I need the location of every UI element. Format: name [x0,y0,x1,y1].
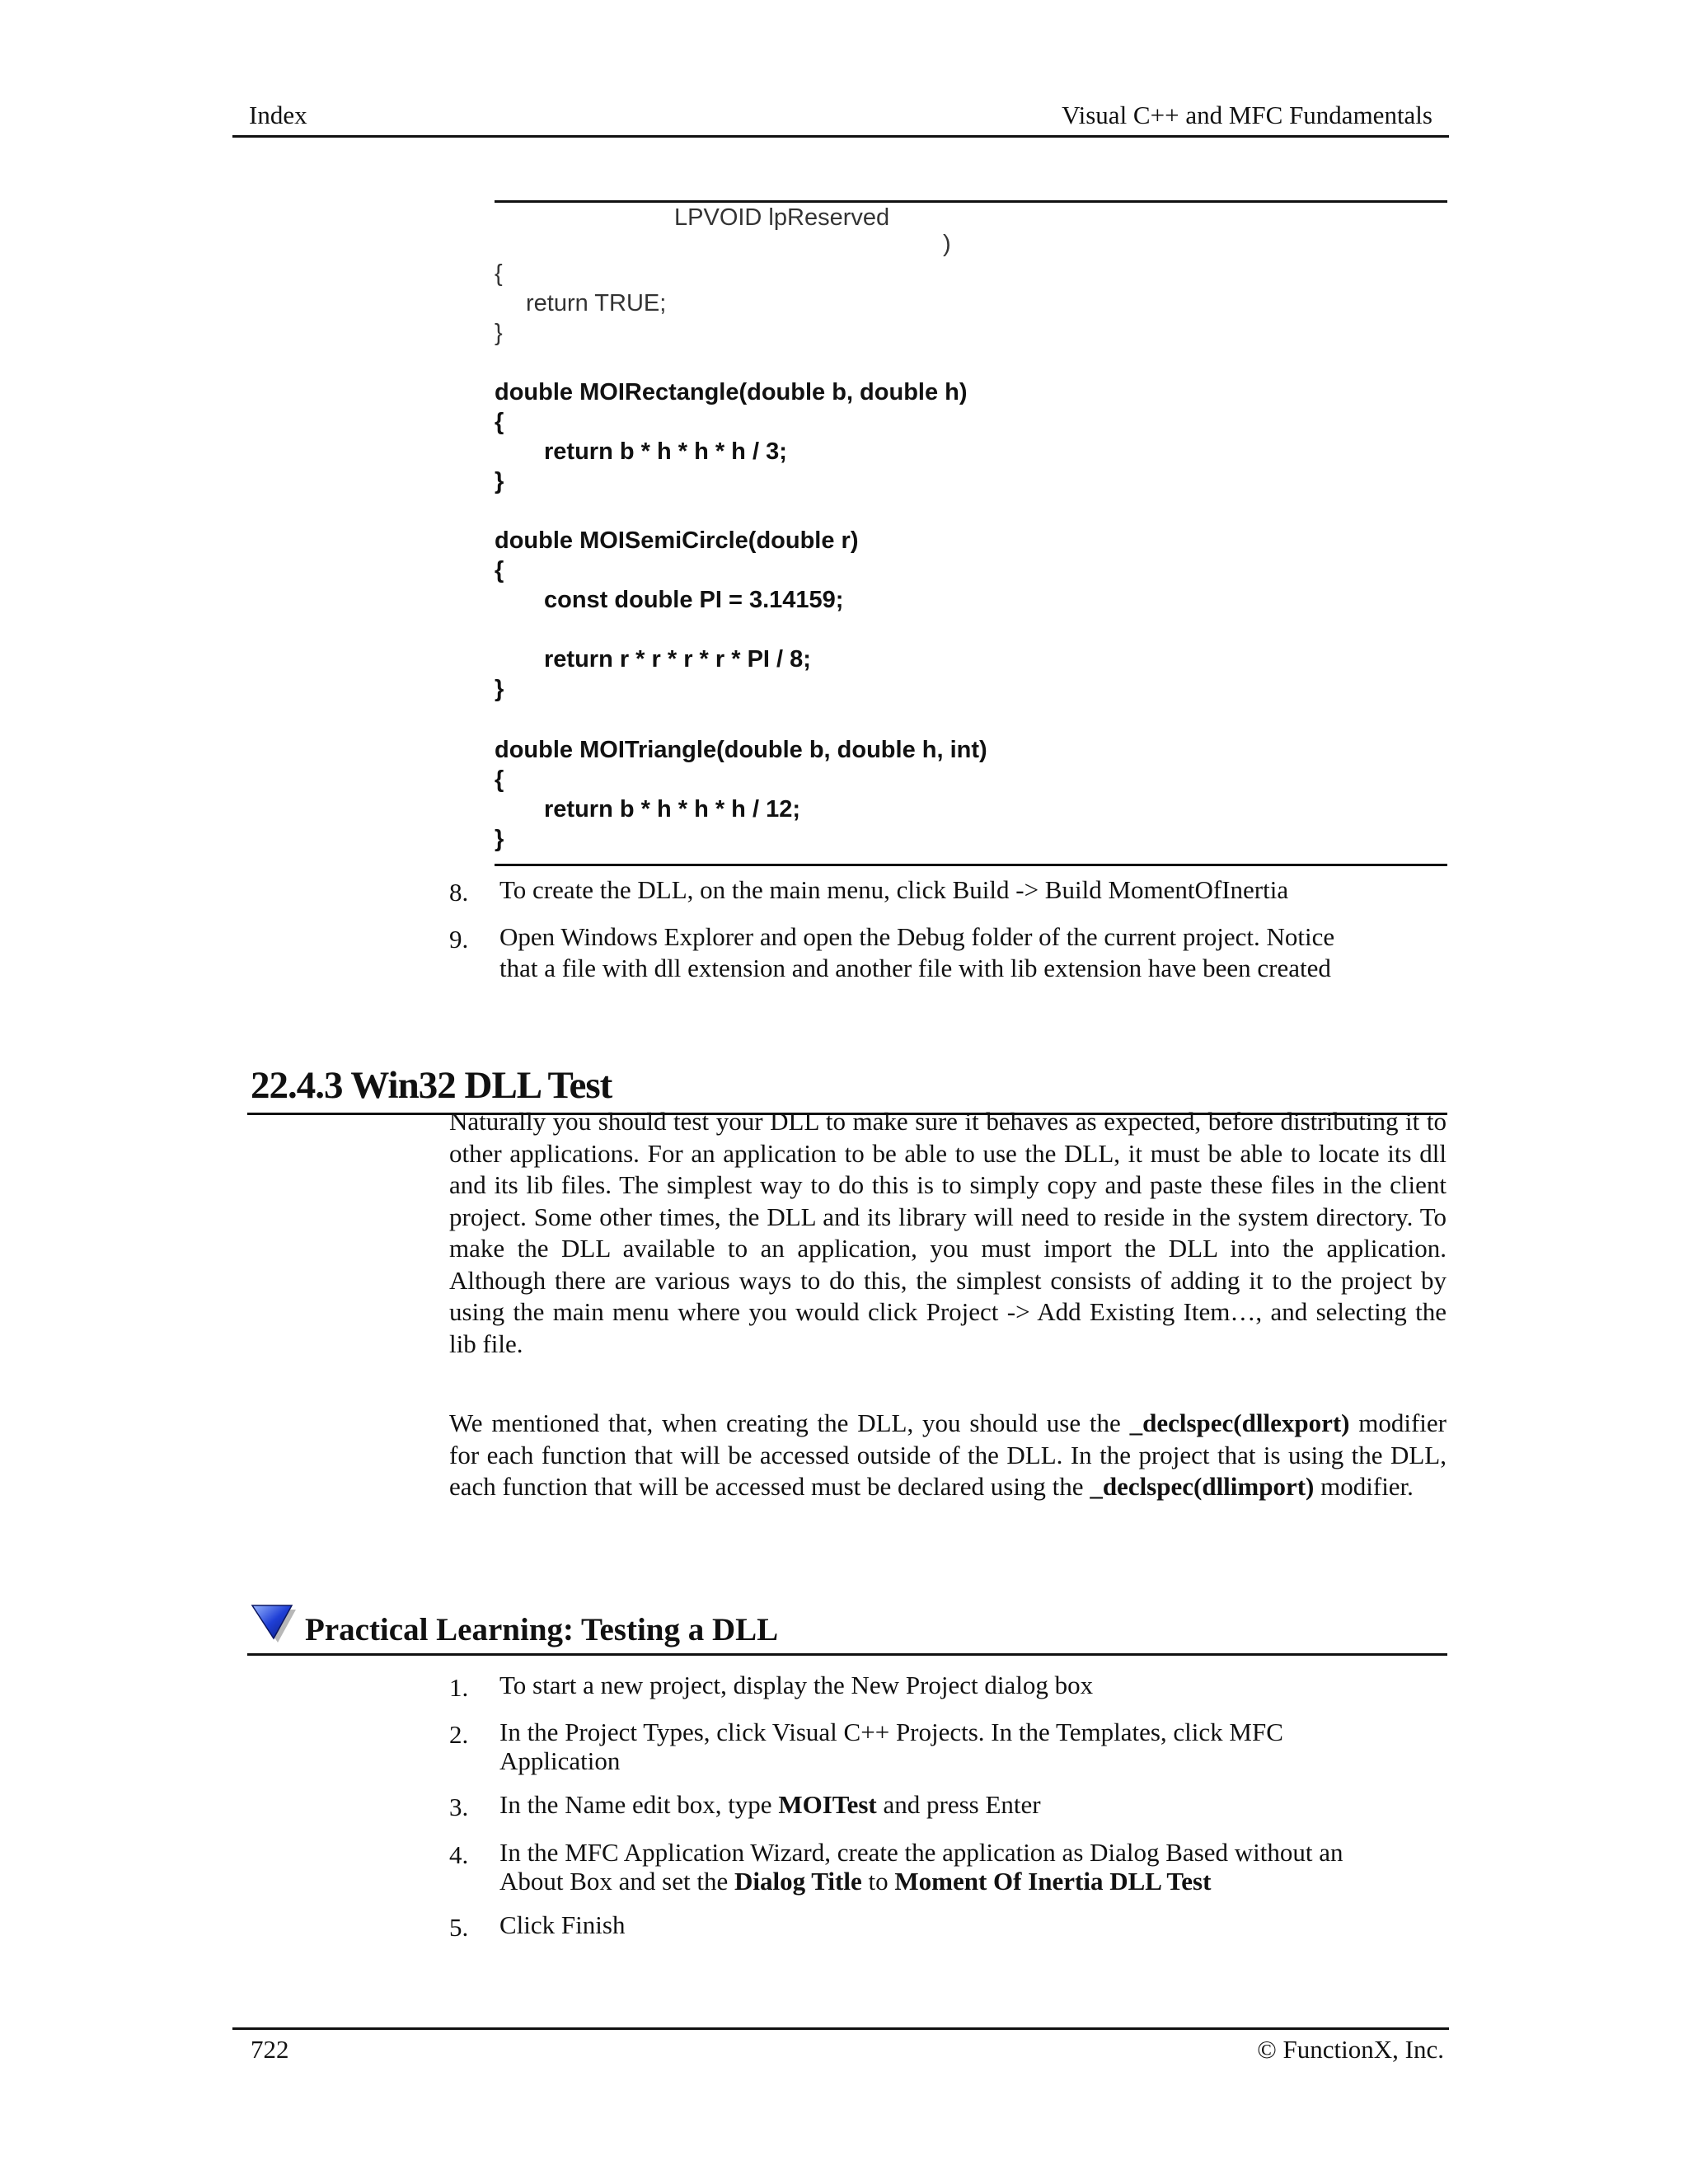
list-item-text: that a file with dll extension and another file with lib extension have been created [499,954,1331,982]
page-footer [232,2027,1449,2071]
code-line: const double PI = 3.14159; [544,587,844,613]
list-item-number: 5. [449,1913,469,1942]
header-right-text: Visual C++ and MFC Fundamentals [1062,101,1432,129]
practical-learning-rule [247,1653,1447,1656]
list-item-number: 3. [449,1793,469,1821]
code-line: { [495,557,504,583]
section-heading: 22.4.3 Win32 DLL Test [251,1064,612,1107]
list-item-text: About Box and set the Dialog Title to Moment Of Inertia DLL Test [499,1867,1212,1896]
code-block-top-rule [495,200,1447,203]
code-line: { [495,409,504,435]
code-line: } [495,320,503,346]
header-left-text: Index [249,101,307,129]
list-item-number: 9. [449,925,469,954]
code-line: return b * h * h * h / 12; [544,796,800,823]
blue-triangle-icon [251,1602,297,1643]
list-item-text: Click Finish [499,1910,626,1939]
code-line: return b * h * h * h / 3; [544,438,787,465]
code-line: { [495,766,504,793]
copyright-text: © FunctionX, Inc. [1257,2035,1444,2064]
list-item-number: 8. [449,878,469,907]
code-line: return r * r * r * r * PI / 8; [544,646,811,673]
code-line: double MOITriangle(double b, double h, int) [495,737,987,763]
body-paragraph: Naturally you should test your DLL to make sure it behaves as expected, before distributing it to other applications. For an application to be able to use the DLL, it must be able to locate its dll and its lib files. The simplest way to do this is to simply copy and paste these files in the client project. Some other times, the DLL and its library will need to reside in the system directory. To make the DLL available to an application, you must import the DLL into the application. Although there are various ways to do this, the simplest consists of adding it to the project by using the main menu where you would click Project -> Add Existing Item…, and selecting the lib file. [449,1107,1447,1358]
list-item-text: In the Project Types, click Visual C++ Projects. In the Templates, click MFC [499,1718,1283,1746]
code-line: ) [943,231,951,257]
page-number: 722 [251,2035,289,2064]
list-item-number: 1. [449,1673,469,1702]
page-header [232,97,1449,138]
list-item-text: Application [499,1746,621,1775]
code-line: double MOISemiCircle(double r) [495,527,859,554]
code-line: LPVOID lpReserved [674,204,890,231]
code-line: { [495,260,503,287]
code-line: } [495,826,504,852]
list-item-text: To start a new project, display the New Project dialog box [499,1671,1094,1699]
body-paragraph: We mentioned that, when creating the DLL, you should use the _declspec(dllexport) modifier for each function that will be accessed outside of the DLL. In the project that is using the DLL, each function that will be accessed must be declared using the _declspec(dllimport) modifier. [449,1408,1447,1501]
practical-learning-heading: Practical Learning: Testing a DLL [305,1612,779,1647]
code-line: return TRUE; [526,290,667,316]
code-block-bottom-rule [495,864,1447,866]
list-item-text: In the Name edit box, type MOITest and press Enter [499,1790,1041,1819]
code-line: } [495,468,504,494]
code-line: double MOIRectangle(double b, double h) [495,379,968,405]
list-item-text: Open Windows Explorer and open the Debug folder of the current project. Notice [499,922,1335,951]
list-item-text: To create the DLL, on the main menu, click Build -> Build MomentOfInertia [499,875,1289,904]
code-line: } [495,676,504,702]
list-item-number: 4. [449,1840,469,1869]
list-item-number: 2. [449,1720,469,1749]
list-item-text: In the MFC Application Wizard, create the application as Dialog Based without an [499,1838,1343,1867]
